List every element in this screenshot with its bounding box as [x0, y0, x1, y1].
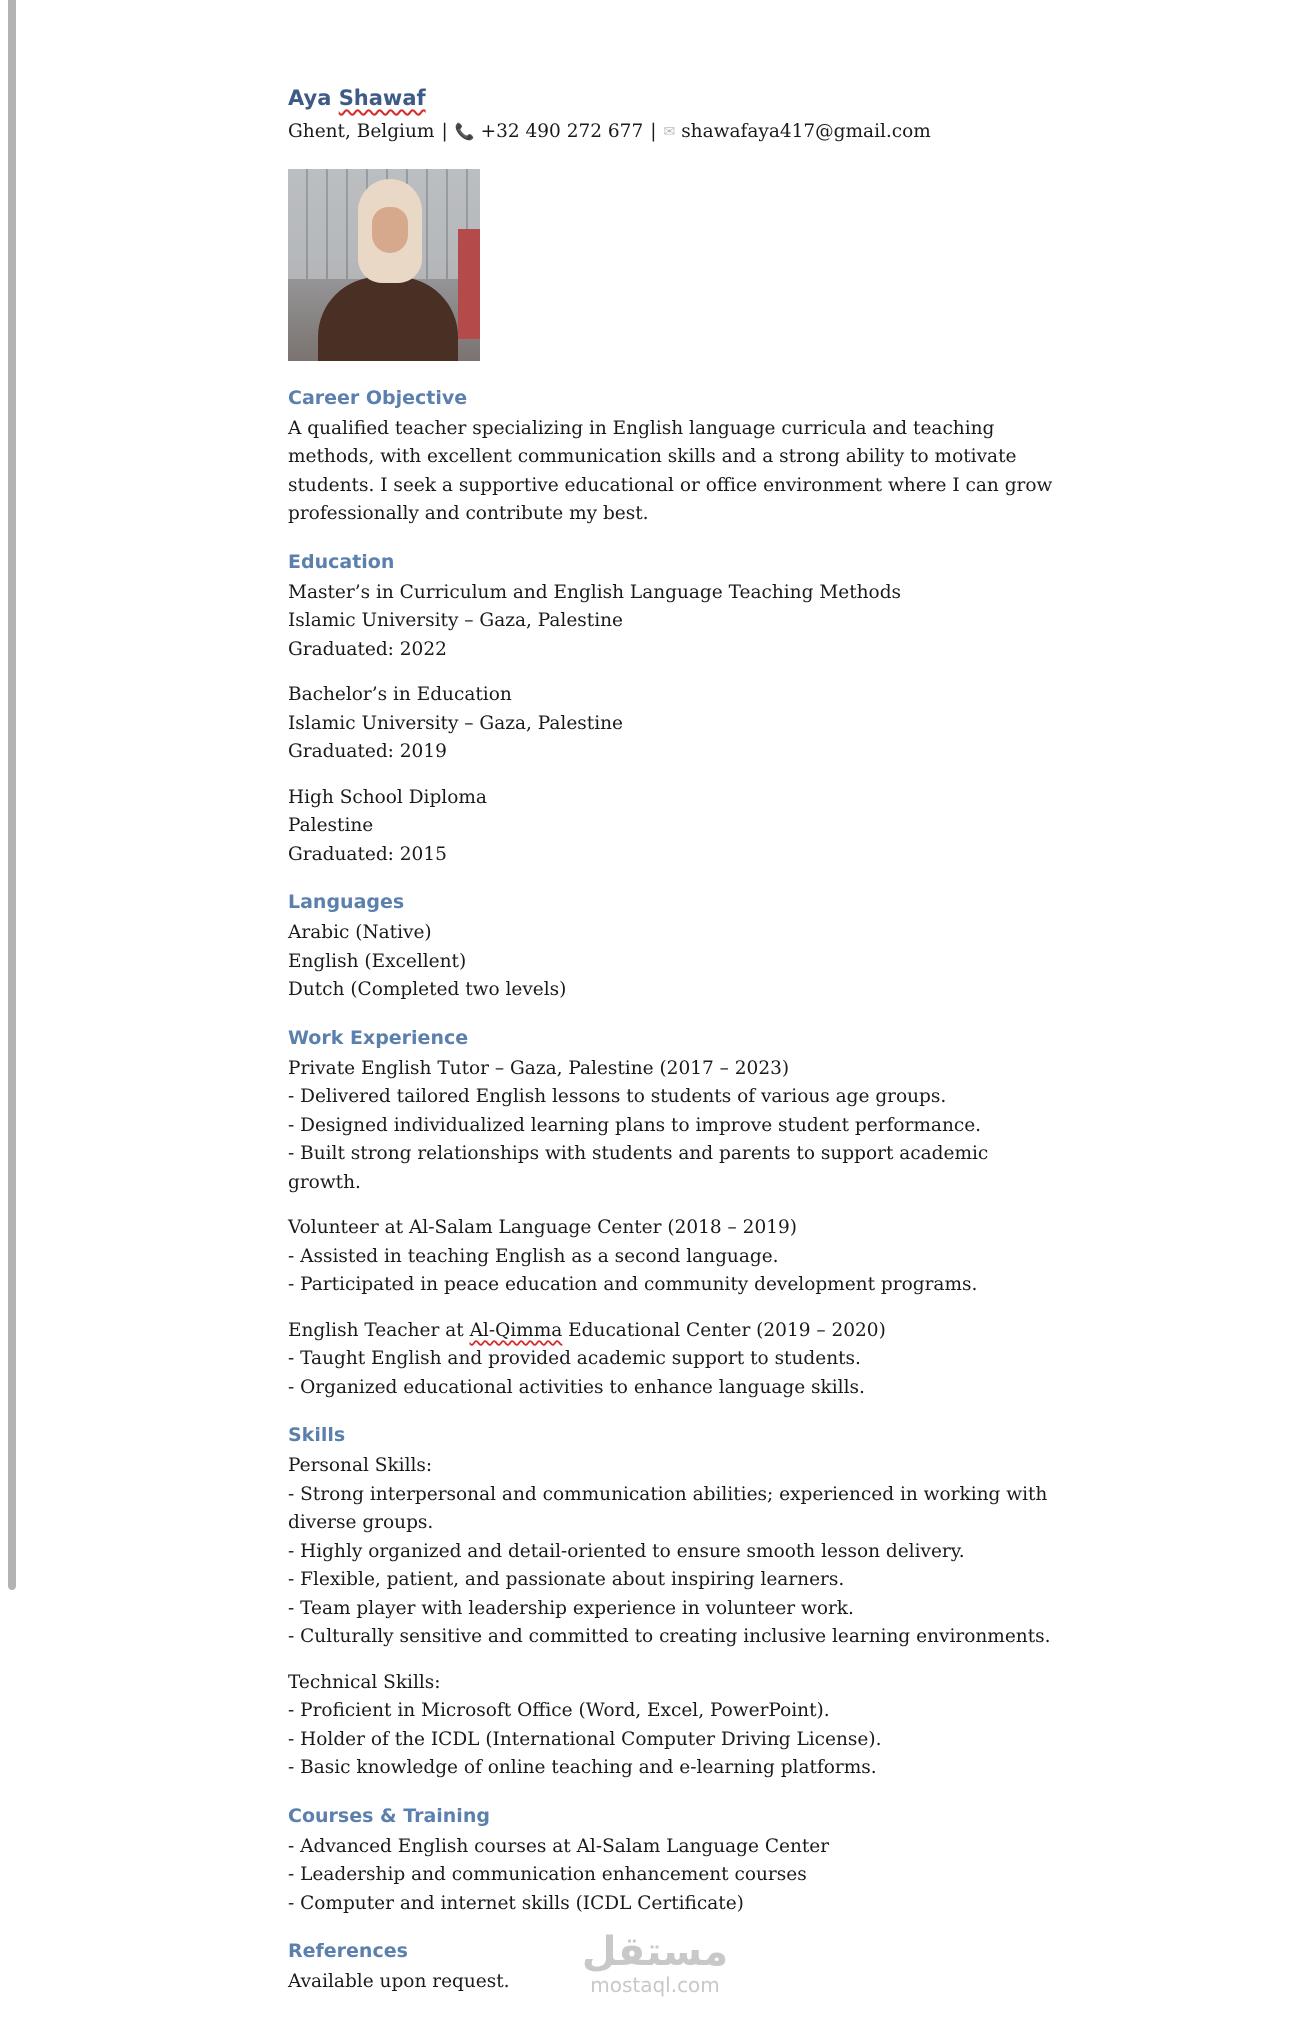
career-objective-text: A qualified teacher specializing in English language curricula and teaching methods, with excellent communication skills and a strong ability to motivate students. I seek a supportive educational or office environment where I can grow professionally and contribute my best.	[288, 417, 1053, 524]
location: Ghent, Belgium	[288, 121, 435, 142]
resume-page	[288, 80, 1053, 1997]
list-item: - Advanced English courses at Al-Salam Language Center	[288, 1835, 830, 1857]
section-heading-references: References	[288, 1940, 408, 1962]
resume-name: Aya Shawaf	[288, 86, 426, 110]
mostaql-watermark	[570, 1930, 740, 1996]
education-entry: Bachelor’s in Education Islamic University – Gaza, Palestine Graduated: 2019	[288, 684, 623, 762]
section-heading-courses: Courses & Training	[288, 1804, 490, 1827]
profile-photo	[288, 169, 480, 361]
list-item: - Leadership and communication enhancement courses	[288, 1864, 807, 1885]
personal-skills: Personal Skills: - Strong interpersonal and communication abilities; experienced in working with diverse groups. - Highly organized and detail-oriented to ensure smooth lesson delivery. - Flexible, patient, and passionate about inspiring learners. - Team player with leadership experience in volunteer work. - Culturally sensitive and committed to creating inclusive learning environments.	[288, 1455, 1051, 1647]
contact-line	[288, 118, 1008, 147]
list-item: - Computer and internet skills (ICDL Certificate)	[288, 1892, 744, 1914]
separator: |	[650, 121, 657, 142]
work-entry: Volunteer at Al-Salam Language Center (2018 – 2019) - Assisted in teaching English as a second language. - Participated in peace education and community development programs.	[288, 1217, 978, 1295]
list-item: Dutch (Completed two levels)	[288, 979, 567, 1000]
section-heading-skills: Skills	[288, 1424, 346, 1446]
section-heading-work-experience: Work Experience	[288, 1026, 469, 1049]
references-text: Available upon request.	[288, 1971, 510, 1992]
watermark-latin: mostaql.com	[590, 1973, 720, 1997]
spellcheck-underlined-word: Al-Qimma	[469, 1319, 563, 1341]
separator: |	[441, 121, 448, 142]
watermark-arabic: مستقل	[581, 1929, 729, 1975]
envelope-icon: ✉	[663, 124, 676, 141]
list-item: English (Excellent)	[288, 950, 467, 972]
technical-skills: Technical Skills: - Proficient in Microsoft Office (Word, Excel, PowerPoint). - Holder of the ICDL (International Computer Driving License). - Basic knowledge of online teaching and e-learning platforms.	[288, 1671, 882, 1778]
courses-list	[288, 1833, 1008, 1919]
section-heading-education: Education	[288, 550, 395, 573]
email-address: shawafaya417@gmail.com	[681, 121, 931, 142]
section-heading-languages: Languages	[288, 891, 405, 913]
education-entry: Master’s in Curriculum and English Language Teaching Methods Islamic University – Gaza, Palestine Graduated: 2022	[288, 581, 902, 660]
work-entry: Private English Tutor – Gaza, Palestine (2017 – 2023) - Delivered tailored English lessons to students of various age groups. - Designed individualized learning plans to improve student performance. - Built strong relationships with students and parents to support academic growth.	[288, 1057, 989, 1193]
section-heading-career-objective: Career Objective	[288, 386, 468, 409]
spellcheck-underlined-last-name: Shawaf	[338, 86, 426, 110]
list-item: Arabic (Native)	[288, 922, 432, 943]
vertical-scrollbar[interactable]	[8, 0, 16, 1590]
languages-list	[288, 919, 1008, 1005]
phone-icon: 📞	[454, 122, 475, 142]
phone-number: +32 490 272 677	[480, 121, 644, 142]
work-entry: English Teacher at Al-Qimma Educational Center (2019 – 2020) - Taught English and provided academic support to students. - Organized educational activities to enhance language skills.	[288, 1319, 886, 1398]
education-entry: High School Diploma Palestine Graduated: 2015	[288, 786, 487, 865]
